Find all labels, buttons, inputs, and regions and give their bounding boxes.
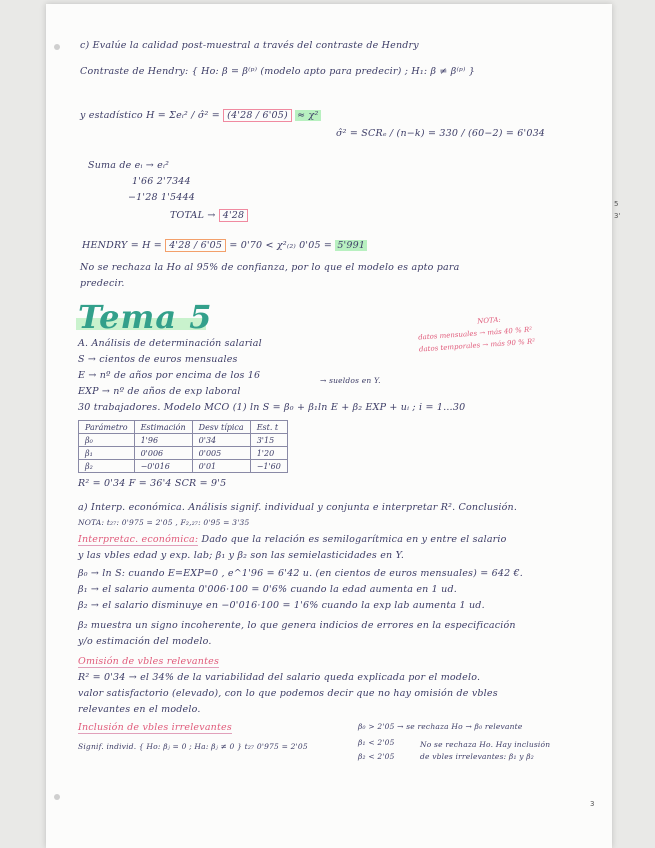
table-cell: 0'005 — [192, 447, 250, 460]
estimation-table — [78, 420, 288, 473]
variable-e: E → nº de años por encima de los 16 — [78, 370, 261, 381]
table-row — [79, 460, 288, 473]
table-cell: 0'006 — [134, 447, 192, 460]
question-c: c) Evalúe la calidad post-muestral a través del contraste de Hendry — [80, 40, 419, 51]
model-spec: 30 trabajadores. Modelo MCO (1) ln S = β₀ + β₁ln E + β₂ EXP + uᵢ ; i = 1…30 — [78, 402, 466, 413]
table-header: Desv típica — [192, 421, 250, 434]
hendry-conclusion-end: predecir. — [80, 278, 125, 289]
beta0-interpretation: β₀ → ln S: cuando E=EXP=0 , e^1'96 = 6'42 u. (en cientos de euros mensuales) = 642 €. — [78, 568, 524, 579]
table-cell: −1'60 — [250, 460, 287, 473]
table-cell: 0'34 — [192, 434, 250, 447]
hendry-conclusion: No se rechaza la Ho al 95% de confianza, por lo que el modelo es apto para — [80, 262, 460, 273]
r2-interpretation: R² = 0'34 → el 34% de la variabilidad del salario queda explicada por el modelo. — [78, 672, 481, 683]
table-cell: 1'20 — [250, 447, 287, 460]
residuals-header: Suma de eᵢ → eᵢ² — [88, 160, 170, 171]
table-row — [79, 447, 288, 460]
variable-exp: EXP → nº de años de exp laboral — [78, 386, 241, 397]
section-heading-irrelevant: Inclusión de vbles irrelevantes — [78, 722, 232, 733]
fit-statistics: R² = 0'34 F = 36'4 SCR = 9'5 — [78, 478, 227, 489]
exercise-a-title: A. Análisis de determinación salarial — [78, 338, 262, 349]
beta0-test: β₀ > 2'05 → se rechaza Ho → β₀ relevante — [358, 722, 523, 731]
sign-warning: β₂ muestra un signo incoherente, lo que genera indicios de errores en la especificación — [78, 620, 516, 631]
table-cell: 1'96 — [134, 434, 192, 447]
variable-s: S → cientos de euros mensuales — [78, 354, 238, 365]
section-heading: Interpretac. económica: — [78, 534, 199, 545]
section-heading-omission: Omisión de vbles relevantes — [78, 656, 220, 667]
table-header: Estimación — [134, 421, 192, 434]
beta1-test: β₁ < 2'05 — [358, 738, 395, 747]
residual-row: −1'28 1'5444 — [128, 192, 195, 203]
irrelevant-conclusion: de vbles irrelevantes: β₁ y β₂ — [420, 752, 535, 761]
punch-hole — [54, 794, 60, 800]
economic-interpretation: Interpretac. económica: Dado que la relación es semilogarítmica en y entre el salario — [78, 534, 507, 545]
hendry-ratio: (4'28 / 6'05) — [223, 109, 292, 122]
chapter-title: Tema 5 — [78, 298, 213, 336]
variance-estimate: σ̂² = SCRₑ / (n−k) = 330 / (60−2) = 6'034 — [336, 128, 546, 139]
beta1-interpretation: β₁ → el salario aumenta 0'006·100 = 0'6% cuando la edad aumenta en 1 ud. — [78, 584, 457, 595]
table-cell: 3'15 — [250, 434, 287, 447]
chi-square-highlight: ≈ χ² — [297, 110, 319, 121]
beta2-test: β₂ < 2'05 — [358, 752, 395, 761]
table-row — [79, 434, 288, 447]
punch-hole — [54, 44, 60, 50]
irrelevant-conclusion: No se rechaza Ho. Hay inclusión — [420, 740, 551, 749]
individual-significance: Signif. individ. { Ho: βⱼ = 0 ; Ha: βⱼ ≠ 0 } t₂₇ 0'975 = 2'05 — [78, 742, 308, 751]
hendry-statistic: y estadístico H = Σeᵢ² / σ̂² = (4'28 / 6'05) ≈ χ² — [80, 110, 319, 121]
table-cell: 0'01 — [192, 460, 250, 473]
table-header: Parámetro — [79, 421, 135, 434]
note-sueldos: → sueldos en Y. — [320, 376, 381, 385]
residuals-total: TOTAL → 4'28 — [170, 210, 248, 221]
question-a: a) Interp. económica. Análisis signif. individual y conjunta e interpretar R². Conclusión. — [78, 502, 518, 513]
margin-mark: 3' — [614, 212, 621, 220]
table-cell: −0'016 — [134, 460, 192, 473]
hendry-hypotheses: Contraste de Hendry: { Ho: β = β⁽ᵖ⁾ (modelo apto para predecir) ; H₁: β ≠ β⁽ᵖ⁾ } — [80, 66, 475, 77]
margin-note: NOTA: datos mensuales → más 40 % R² datos temporales → más 90 % R² — [417, 315, 536, 354]
table-header: Est. t — [250, 421, 287, 434]
sign-warning-end: y/o estimación del modelo. — [78, 636, 212, 647]
r2-interpretation: relevantes en el modelo. — [78, 704, 201, 715]
interpretation-line: y las vbles edad y exp. lab; β₁ y β₂ son las semielasticidades en Y. — [78, 550, 405, 561]
r2-interpretation: valor satisfactorio (elevado), con lo que podemos decir que no hay omisión de vbles — [78, 688, 498, 699]
margin-mark: 5 — [614, 200, 619, 208]
table-cell: β₁ — [79, 447, 135, 460]
table-header-row — [79, 421, 288, 434]
beta2-interpretation: β₂ → el salario disminuye en −0'016·100 = 1'6% cuando la exp lab aumenta 1 ud. — [78, 600, 485, 611]
hendry-result: HENDRY = H = 4'28 / 6'05 = 0'70 < χ²₍₂₎ 0'05 = 5'991 — [82, 240, 366, 251]
table-cell: β₂ — [79, 460, 135, 473]
critical-values-note: NOTA: t₂₇: 0'975 = 2'05 , F₂,₂₇: 0'95 = 3'35 — [78, 518, 250, 527]
page-number: 3 — [590, 800, 595, 808]
residual-row: 1'66 2'7344 — [132, 176, 191, 187]
table-cell: β₀ — [79, 434, 135, 447]
